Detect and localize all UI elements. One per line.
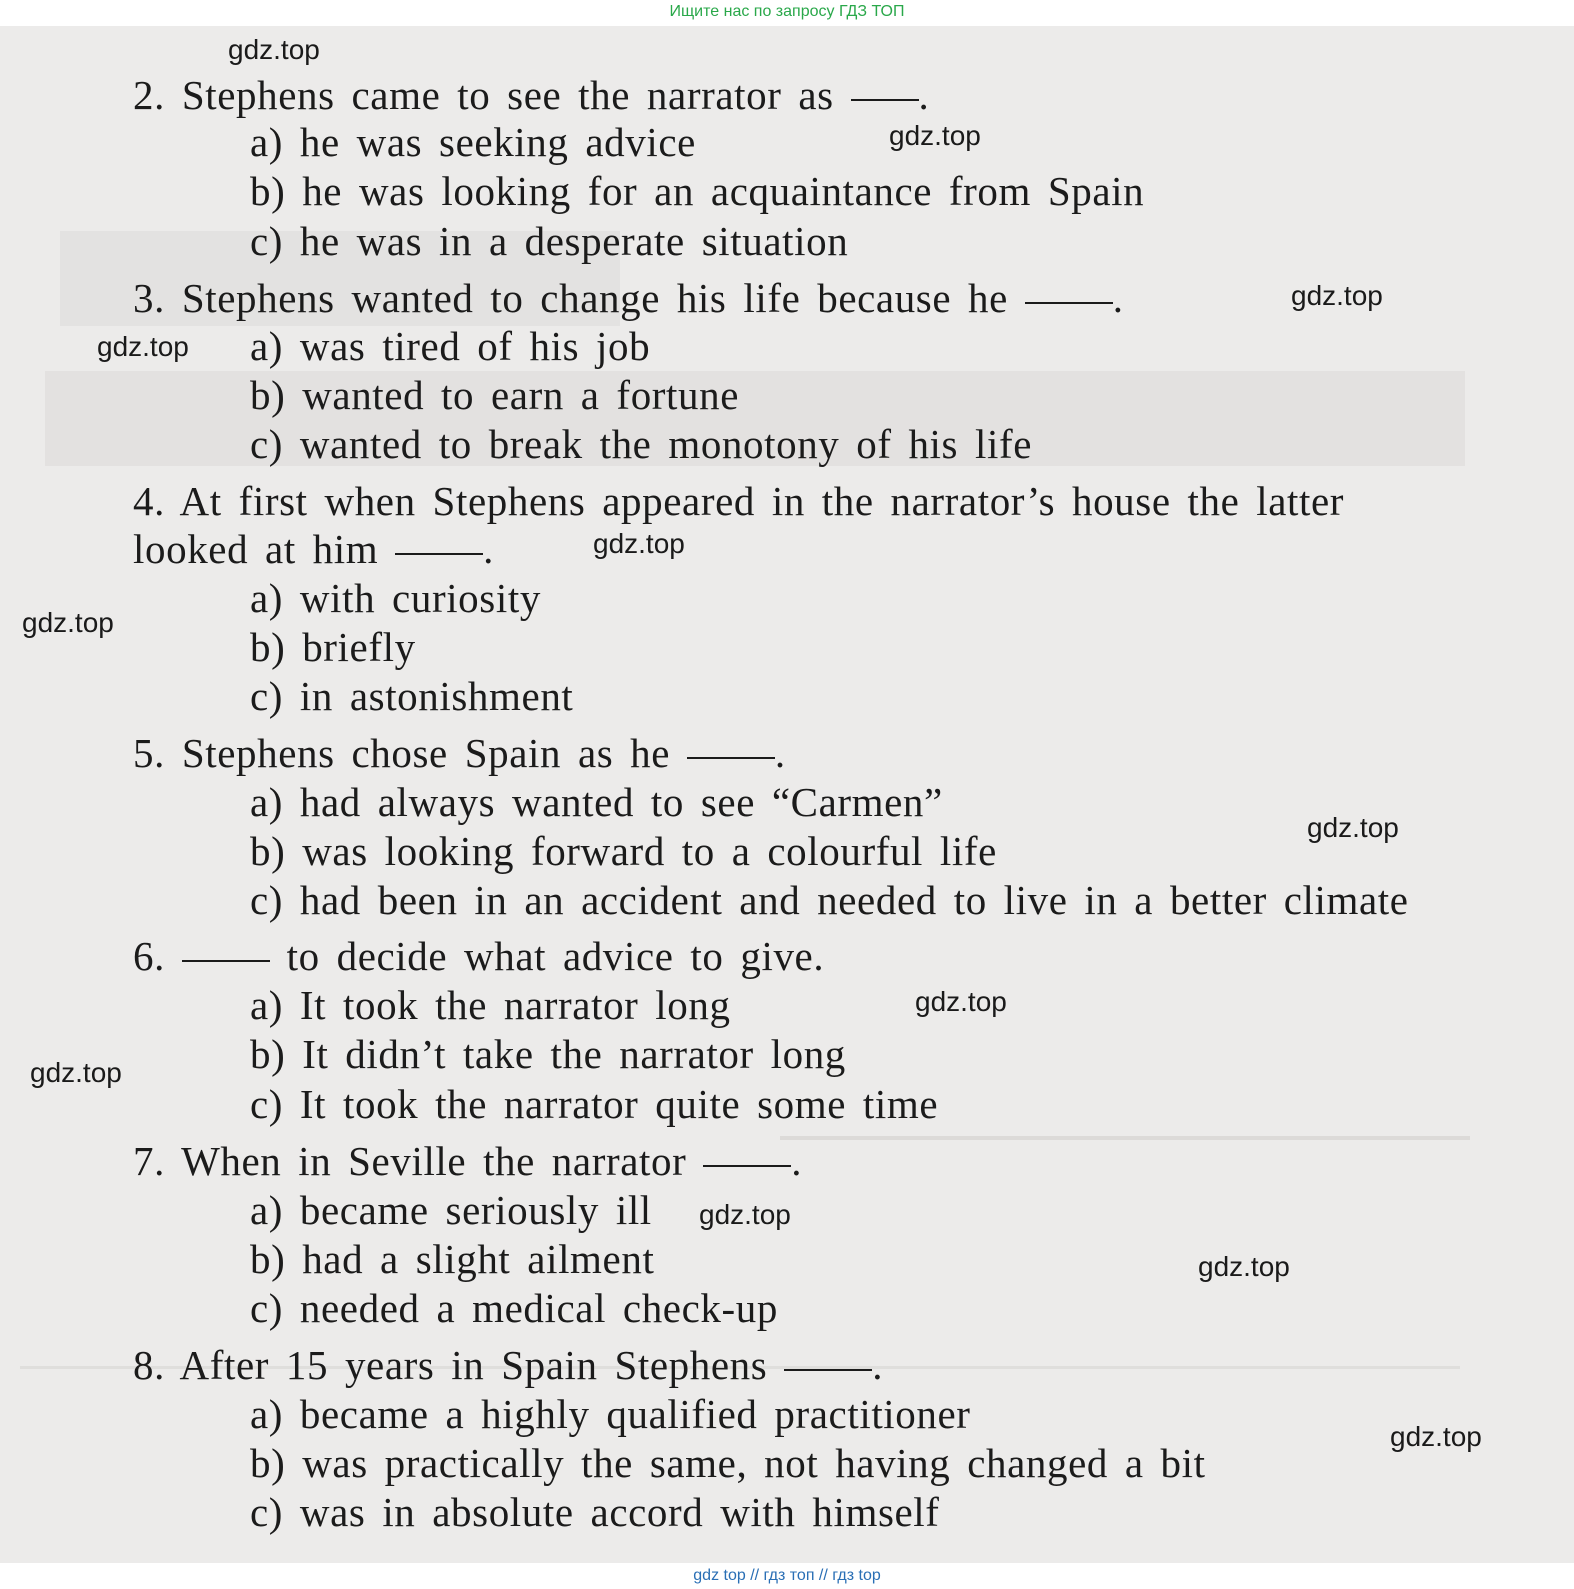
- option-8b: b) was practically the same, not having changed a bit: [250, 1440, 1206, 1486]
- option-8c: c) was in absolute accord with himself: [250, 1489, 940, 1535]
- option-7a: a) became seriously ill: [250, 1187, 652, 1233]
- option-7c: c) needed a medical check-up: [250, 1285, 778, 1331]
- option-2a: a) he was seeking advice: [250, 119, 696, 165]
- question-number: 5.: [133, 730, 165, 776]
- question-text: When in Seville the narrator: [181, 1138, 687, 1184]
- option-5a: a) had always wanted to see “Carmen”: [250, 779, 943, 825]
- answer-blank: [1025, 302, 1113, 304]
- question-4-stem: [133, 477, 1344, 525]
- option-4c: c) in astonishment: [250, 673, 574, 719]
- question-text: to decide what advice to give.: [286, 933, 825, 979]
- question-text: Stephens chose Spain as he: [181, 730, 671, 776]
- question-number: 8.: [133, 1342, 165, 1388]
- answer-blank: [784, 1369, 872, 1371]
- answer-blank: [851, 99, 919, 101]
- watermark: gdz.top: [22, 607, 114, 638]
- question-number: 3.: [133, 275, 165, 321]
- question-number: 4.: [133, 478, 165, 524]
- question-text: At first when Stephens appeared in the narrator’s house the latter: [179, 478, 1345, 524]
- option-5b: b) was looking forward to a colourful life: [250, 828, 997, 874]
- option-2c: c) he was in a desperate situation: [250, 218, 849, 264]
- question-3-stem: [133, 274, 1124, 322]
- top-banner[interactable]: Ищите нас по запросу ГДЗ ТОП: [0, 0, 1574, 26]
- option-3a: a) was tired of his job: [250, 323, 651, 369]
- question-number: 6.: [133, 933, 165, 979]
- option-4b: b) briefly: [250, 624, 416, 670]
- option-4a: a) with curiosity: [250, 575, 541, 621]
- bleed-through-band: [780, 1136, 1470, 1140]
- question-number: 2.: [133, 72, 165, 118]
- question-text-end: .: [918, 72, 930, 118]
- question-text: After 15 years in Spain Stephens: [179, 1342, 768, 1388]
- option-6b: b) It didn’t take the narrator long: [250, 1031, 846, 1077]
- watermark: gdz.top: [593, 528, 685, 559]
- answer-blank: [687, 757, 775, 759]
- option-2b: b) he was looking for an acquaintance from Spain: [250, 168, 1145, 214]
- option-3c: c) wanted to break the monotony of his life: [250, 421, 1032, 467]
- question-text-end: .: [483, 526, 494, 572]
- watermark: gdz.top: [699, 1199, 791, 1230]
- watermark: gdz.top: [1390, 1421, 1482, 1452]
- question-4-stem-cont: [133, 525, 494, 573]
- question-5-stem: [133, 729, 786, 777]
- option-7b: b) had a slight ailment: [250, 1236, 655, 1282]
- question-number: 7.: [133, 1138, 165, 1184]
- watermark: gdz.top: [228, 34, 320, 65]
- option-8a: a) became a highly qualified practitioner: [250, 1391, 971, 1437]
- question-text-end: .: [1112, 275, 1124, 321]
- question-2-stem: [133, 71, 929, 119]
- answer-blank: [703, 1165, 791, 1167]
- bottom-banner[interactable]: gdz top // гдз топ // гдз top: [0, 1563, 1574, 1589]
- question-text-end: .: [872, 1342, 884, 1388]
- watermark: gdz.top: [30, 1057, 122, 1088]
- option-6a: a) It took the narrator long: [250, 982, 731, 1028]
- option-6c: c) It took the narrator quite some time: [250, 1081, 939, 1127]
- watermark: gdz.top: [1291, 280, 1383, 311]
- watermark: gdz.top: [1307, 812, 1399, 843]
- question-text-end: .: [774, 730, 786, 776]
- question-text: Stephens wanted to change his life because he: [181, 275, 1008, 321]
- watermark: gdz.top: [915, 986, 1007, 1017]
- watermark: gdz.top: [97, 331, 189, 362]
- answer-blank: [182, 960, 270, 962]
- question-8-stem: [133, 1341, 883, 1389]
- answer-blank: [395, 553, 483, 555]
- question-text: Stephens came to see the narrator as: [181, 72, 834, 118]
- option-5c: c) had been in an accident and needed to live in a better climate: [250, 877, 1409, 923]
- watermark: gdz.top: [1198, 1251, 1290, 1282]
- question-text-end: .: [791, 1138, 803, 1184]
- watermark: gdz.top: [889, 120, 981, 151]
- question-7-stem: [133, 1137, 802, 1185]
- question-6-stem: [133, 932, 824, 980]
- option-3b: b) wanted to earn a fortune: [250, 372, 740, 418]
- question-text: looked at him: [133, 526, 379, 572]
